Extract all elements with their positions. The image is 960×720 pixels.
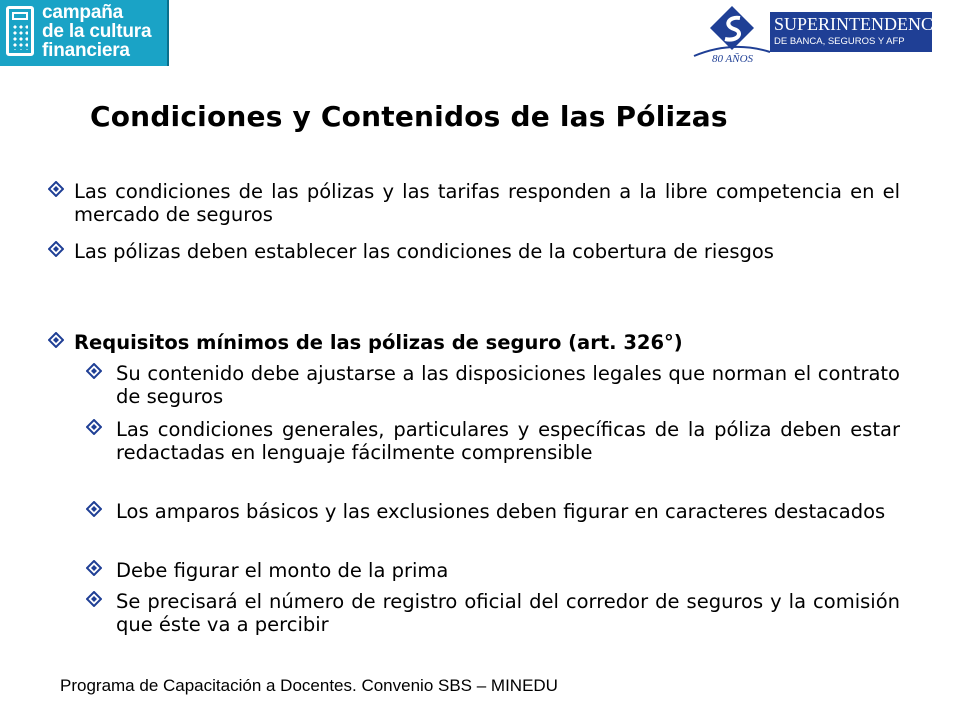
sbs-emblem-icon [692,4,772,66]
campaign-line-2: de la cultura [42,21,152,42]
bullet-text: Las condiciones de las pólizas y las tarifas responden a la libre competencia en el mercado de seguros [74,180,900,226]
bullet-item [74,331,900,354]
campaign-line-3: financiera [42,40,130,61]
diamond-bullet-icon [48,241,64,257]
campaign-text [42,3,151,60]
sub-bullet-item [116,559,900,582]
sbs-name: SUPERINTENDENCIA [774,14,952,34]
sub-bullet-text: Su contenido debe ajustarse a las disposiciones legales que norman el contrato de seguros [116,362,900,408]
diamond-bullet-icon [86,560,102,576]
footer-text: Programa de Capacitación a Docentes. Convenio SBS – MINEDU [60,676,558,695]
bullet-text: Las pólizas deben establecer las condiciones de la cobertura de riesgos [74,240,774,263]
calculator-icon [6,6,34,56]
sbs-subtitle: DE BANCA, SEGUROS Y AFP [774,36,905,47]
sub-bullet-text: Los amparos básicos y las exclusiones deben figurar en caracteres destacados [116,500,886,523]
sub-bullet-item [116,362,900,408]
diamond-bullet-icon [86,501,102,517]
bullet-item [74,180,900,226]
diamond-bullet-icon [48,181,64,197]
bullet-text: Requisitos mínimos de las pólizas de seguro (art. 326°) [74,331,683,354]
diamond-bullet-icon [86,419,102,435]
header [0,0,960,68]
campaign-line-1: campaña [42,2,123,23]
diamond-bullet-icon [48,332,64,348]
sub-bullet-item [116,590,900,636]
sbs-name-box [770,12,952,52]
diamond-bullet-icon [86,363,102,379]
sub-bullet-item [116,500,900,523]
diamond-bullet-icon [86,591,102,607]
sub-bullet-text: Se precisará el número de registro oficial del corredor de seguros y la comisión que éste va a percibir [116,590,900,636]
sbs-logo [686,4,958,66]
sub-bullet-text: Debe figurar el monto de la prima [116,559,449,582]
bullet-item [74,240,900,263]
campaign-logo [0,0,169,66]
sub-bullet-text: Las condiciones generales, particulares y específicas de la póliza deben estar redactadas en lenguaje fácilmente comprensible [116,418,900,464]
slide-title: Condiciones y Contenidos de las Pólizas [90,100,728,133]
sub-bullet-item [116,418,900,464]
anniversary-text: 80 AÑOS [712,53,754,65]
